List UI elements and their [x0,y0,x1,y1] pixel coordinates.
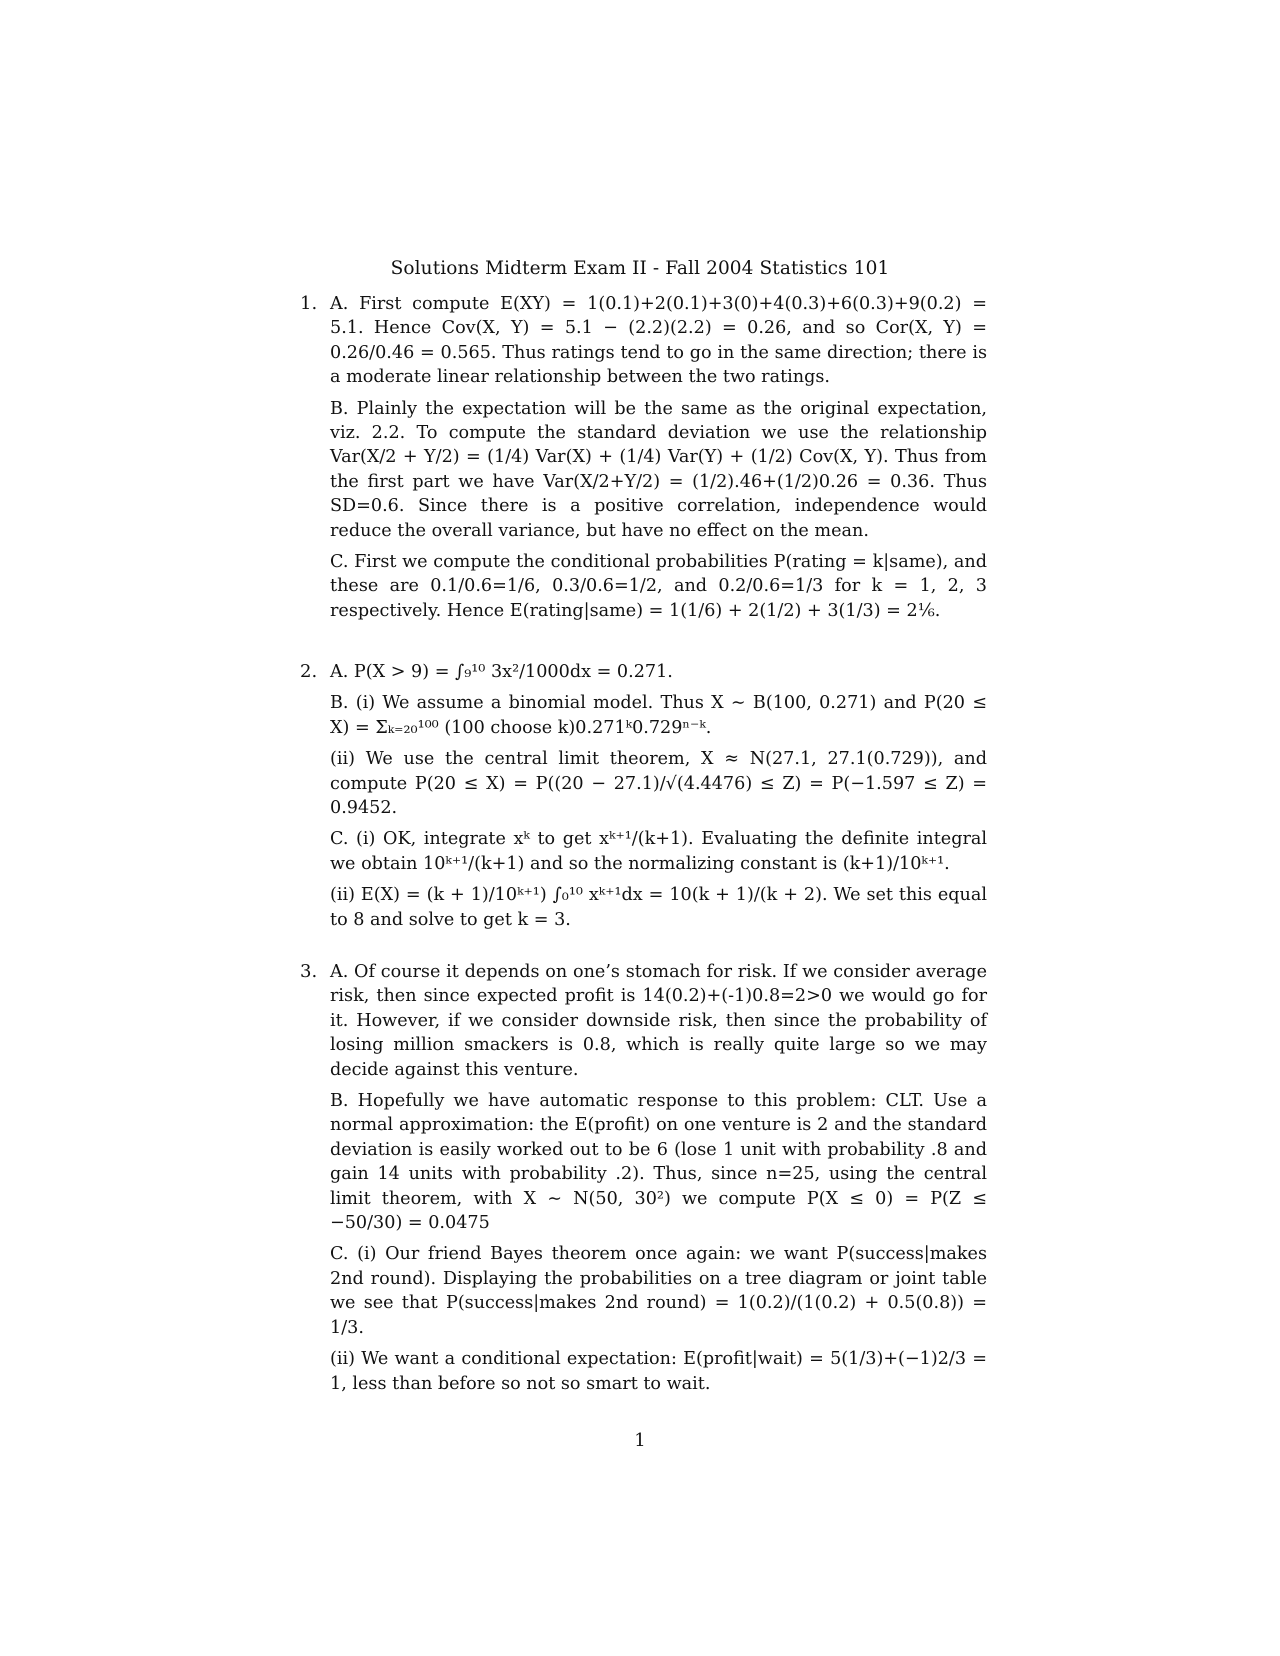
part-text: (ii) We want a conditional expectation: E(profit|wait) = 5(1/3)+(−1)2/3 = 1, less than before so not so smart to wait. [330,1349,987,1394]
problem-part [330,1347,987,1396]
problem-part [330,1089,987,1235]
part-text: C. First we compute the conditional probabilities P(rating = k|same), and these are 0.1/0.6=1/6, 0.3/0.6=1/2, and 0.2/0.6=1/3 for k = 1, 2, 3 respectively. Hence E(rating|same) = 1(1/6) + 2(1/2) + 3(1/3) = 2⅙. [330,552,987,621]
problem-part [330,827,987,876]
part-text: A. First compute E(XY) = 1(0.1)+2(0.1)+3(0)+4(0.3)+6(0.3)+9(0.2) = 5.1. Hence Cov(X, Y) = 5.1 − (2.2)(2.2) = 0.26, and so Cor(X, Y) = 0.26/0.46 = 0.565. Thus ratings tend to go in the same direction; there is a moderate linear relationship between the two ratings. [330,294,987,388]
problem-1 [300,292,1000,630]
part-text: A. P(X > 9) = ∫₉¹⁰ 3x²/1000dx = 0.271. [330,662,673,682]
part-text: A. Of course it depends on one’s stomach for risk. If we consider average risk, then since expected profit is 14(0.2)+(-1)0.8=2>0 we would go for it. However, if we consider downside risk, then since the probability of losing million smackers is 0.8, which is really quite large so we may decide against this venture. [330,962,987,1080]
problem-3 [300,960,1000,1403]
problem-number: 3. [300,961,318,982]
part-text: C. (i) OK, integrate xᵏ to get xᵏ⁺¹/(k+1). Evaluating the definite integral we obtain 10ᵏ⁺¹/(k+1) and so the normalizing constant is (k+1)/10ᵏ⁺¹. [330,829,987,874]
part-text: (ii) E(X) = (k + 1)/10ᵏ⁺¹) ∫₀¹⁰ xᵏ⁺¹dx = 10(k + 1)/(k + 2). We set this equal to 8 and solve to get k = 3. [330,885,987,930]
problem-part [330,747,987,820]
part-text: B. Hopefully we have automatic response to this problem: CLT. Use a normal approximation: the E(profit) on one venture is 2 and the standard deviation is easily worked out to be 6 (lose 1 unit with probability .8 and gain 14 units with probability .2). Thus, since n=25, using the central limit theorem, with X ∼ N(50, 30²) we compute P(X ≤ 0) = P(Z ≤ −50/30) = 0.0475 [330,1091,987,1234]
part-text: B. (i) We assume a binomial model. Thus X ∼ B(100, 0.271) and P(20 ≤ X) = Σₖ₌₂₀¹⁰⁰ (100 choose k)0.271ᵏ0.729ⁿ⁻ᵏ. [330,693,987,738]
part-text: C. (i) Our friend Bayes theorem once again: we want P(success|makes 2nd round). Displaying the probabilities on a tree diagram or joint table we see that P(success|makes 2nd round) = 1(0.2)/(1(0.2) + 0.5(0.8)) = 1/3. [330,1244,987,1338]
part-text: B. Plainly the expectation will be the same as the original expectation, viz. 2.2. To compute the standard deviation we use the relationship Var(X/2 + Y/2) = (1/4) Var(X) + (1/4) Var(Y) + (1/2) Cov(X, Y). Thus from the first part we have Var(X/2+Y/2) = (1/2).46+(1/2)0.26 = 0.36. Thus SD=0.6. Since there is a positive correlation, independence would reduce the overall variance, but have no effect on the mean. [330,398,987,541]
problem-part [330,292,987,390]
problem-part [330,660,987,684]
problem-part [330,691,987,740]
problem-part [330,960,987,1082]
problem-2 [300,660,1000,939]
page-number: 1 [634,1430,646,1451]
document-title: Solutions Midterm Exam II - Fall 2004 Statistics 101 [390,258,890,279]
problem-part [330,1242,987,1340]
problem-part [330,397,987,543]
problem-part [330,883,987,932]
problem-number: 1. [300,293,318,314]
problem-number: 2. [300,661,318,682]
problem-part [330,550,987,623]
part-text: (ii) We use the central limit theorem, X ≈ N(27.1, 27.1(0.729)), and compute P(20 ≤ X) = P((20 − 27.1)/√(4.4476) ≤ Z) = P(−1.597 ≤ Z) = 0.9452. [330,749,987,819]
